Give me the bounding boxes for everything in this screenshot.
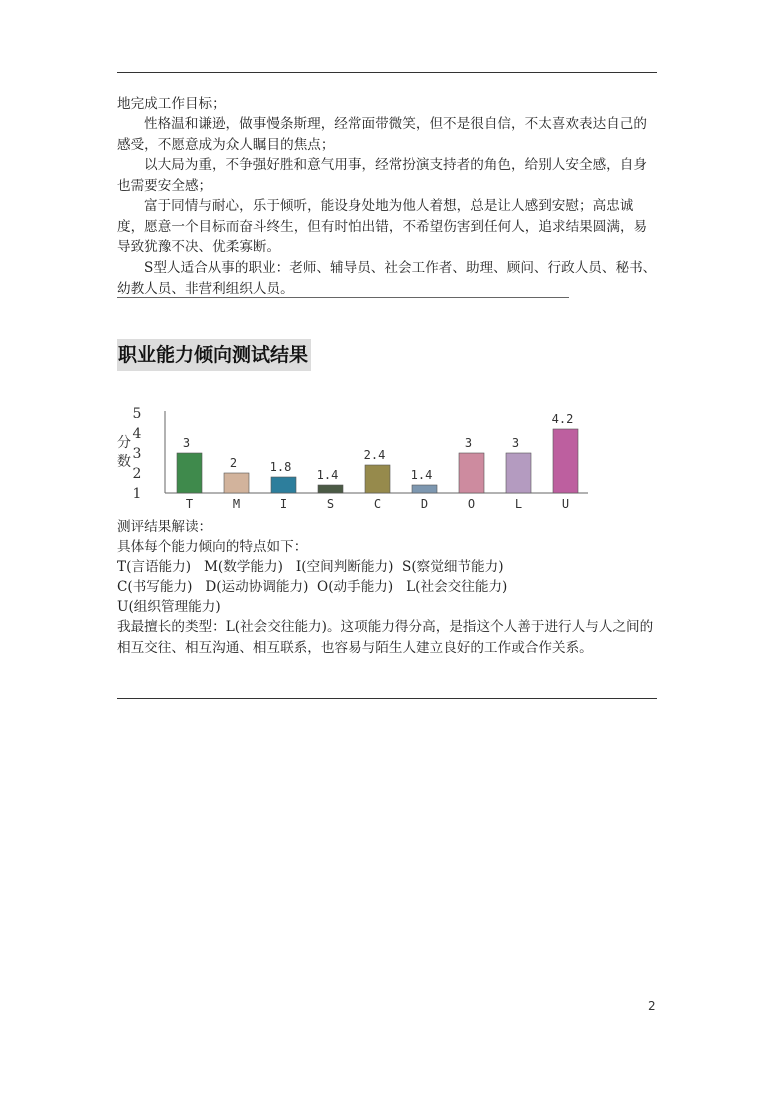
bar-value-label: 3 <box>511 436 520 450</box>
page-number: 2 <box>648 999 656 1013</box>
bar-S <box>318 485 343 493</box>
bar-value-label: 4.2 <box>551 412 574 426</box>
paragraph-suitable-careers: S型人适合从事的职业：老师、辅导员、社会工作者、助理、顾问、行政人员、秘书、幼教人员、非营利组织人员。 <box>117 260 657 297</box>
bar-value-label: 2.4 <box>363 448 386 462</box>
section-divider <box>117 297 569 298</box>
paragraph-empathy: 富于同情与耐心，乐于倾听，能设身处地为他人着想，总是让人感到安慰；高忠诚度，愿意一个目标而奋斗终生，但有时怕出错，不希望伤害到任何人，追求结果圆满，易导致犹豫不决、优柔寡断。 <box>117 198 648 255</box>
legend-line-1: T(言语能力) M(数学能力) I(空间判断能力) S(察觉细节能力) <box>117 559 504 575</box>
paragraph-big-picture: 以大局为重，不争强好胜和意气用事，经常扮演支持者的角色，给别人安全感，自身也需要安全感； <box>117 157 647 194</box>
bar-value-label: 1.8 <box>269 460 292 474</box>
bar-C <box>365 465 390 493</box>
section-heading: 职业能力倾向测试结果 <box>117 339 311 371</box>
bar-O <box>459 453 484 493</box>
results-intro: 测评结果解读： <box>117 519 213 535</box>
ability-bar-chart <box>112 403 592 513</box>
x-tick-label: D <box>420 497 429 511</box>
results-subtitle: 具体每个能力倾向的特点如下： <box>117 539 308 555</box>
x-tick-label: M <box>232 497 241 511</box>
legend-line-2: C(书写能力) D(运动协调能力) O(动手能力) L(社会交往能力) <box>117 579 508 595</box>
x-tick-label: I <box>279 497 288 511</box>
x-tick-label: L <box>514 497 523 511</box>
x-tick-label: O <box>467 497 476 511</box>
y-tick-label: 5 <box>132 406 142 422</box>
results-conclusion: 我最擅长的类型：L(社会交往能力)。这项能力得分高，是指这个人善于进行人与人之间的相互交往、相互沟通、相互联系，也容易与陌生人建立良好的工作或合作关系。 <box>117 619 654 656</box>
bottom-rule <box>117 698 657 699</box>
x-tick-label: U <box>561 497 570 511</box>
y-tick-label: 3 <box>132 446 142 462</box>
bar-value-label: 1.4 <box>410 468 433 482</box>
bar-L <box>506 453 531 493</box>
top-rule <box>117 72 657 73</box>
y-tick-label: 2 <box>132 466 142 482</box>
bar-T <box>177 453 202 493</box>
legend-line-3: U(组织管理能力) <box>117 599 221 615</box>
bar-value-label: 1.4 <box>316 468 339 482</box>
bar-D <box>412 485 437 493</box>
x-tick-label: T <box>185 497 194 511</box>
y-axis-label: 分 <box>117 435 131 451</box>
y-axis-label: 数 <box>117 454 131 470</box>
x-tick-label: C <box>373 497 382 511</box>
y-tick-label: 4 <box>132 426 142 442</box>
bar-I <box>271 477 296 493</box>
bar-U <box>553 429 578 493</box>
paragraph-temperament: 性格温和谦逊，做事慢条斯理，经常面带微笑，但不是很自信，不太喜欢表达自己的感受，不愿意成为众人瞩目的焦点； <box>117 116 647 153</box>
bar-value-label: 3 <box>182 436 191 450</box>
x-tick-label: S <box>326 497 335 511</box>
paragraph-continuation: 地完成工作目标； <box>117 96 226 112</box>
bar-value-label: 2 <box>229 456 238 470</box>
bar-M <box>224 473 249 493</box>
y-tick-label: 1 <box>132 486 142 502</box>
bar-value-label: 3 <box>464 436 473 450</box>
